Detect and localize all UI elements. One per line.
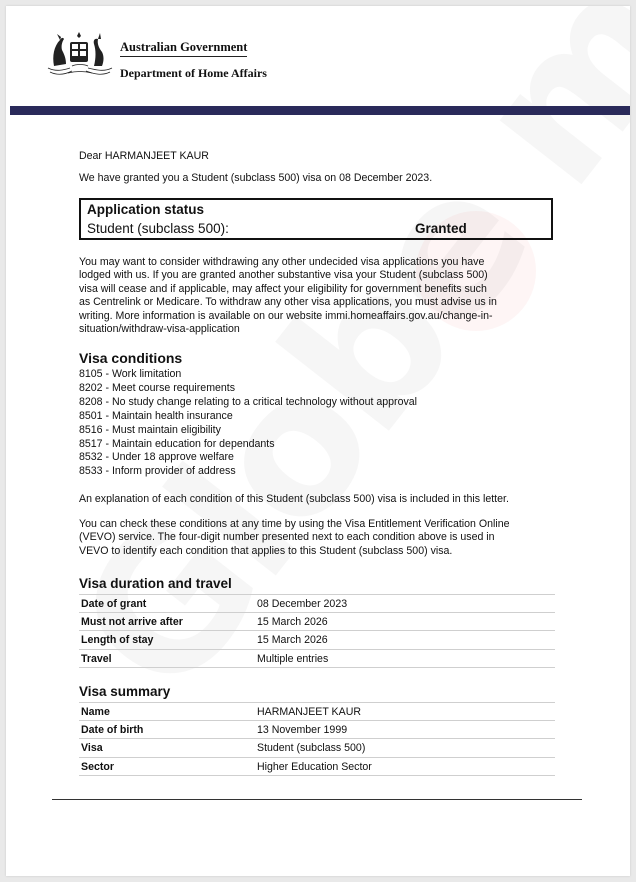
duration-table [79, 594, 555, 668]
header-banner [10, 106, 630, 115]
explanation-text: An explanation of each condition of this Student (subclass 500) visa is included in this letter. [79, 493, 509, 505]
paragraph-line: VEVO to identify each condition that applies to this Student (subclass 500) visa. [79, 544, 453, 557]
conditions-list [79, 368, 417, 479]
conditions-heading: Visa conditions [79, 350, 183, 366]
row-label: Date of birth [81, 724, 144, 737]
application-status-box [79, 198, 553, 240]
government-name: Australian Government [120, 40, 248, 54]
status-value: Granted [415, 221, 467, 236]
table-row [79, 595, 555, 613]
row-value: HARMANJEET KAUR [257, 706, 361, 718]
footer-rule [52, 799, 582, 800]
row-value: Higher Education Sector [257, 760, 372, 773]
paragraph-line: situation/withdraw-visa-application [79, 323, 240, 336]
paragraph-line: (VEVO) service. The four-digit number presented next to each condition above is used in [79, 531, 495, 544]
table-row [79, 703, 555, 721]
row-value: 15 March 2026 [257, 616, 328, 629]
coat-of-arms-icon [44, 28, 116, 78]
condition-item: 8501 - Maintain health insurance [79, 409, 233, 422]
row-label: Date of grant [81, 598, 147, 610]
table-row [79, 650, 555, 668]
table-row [79, 739, 555, 757]
row-label: Name [81, 706, 110, 718]
condition-item: 8105 - Work limitation [79, 368, 182, 380]
row-value: Student (subclass 500) [257, 742, 366, 755]
withdraw-paragraph [79, 256, 559, 336]
row-label: Travel [81, 652, 112, 665]
paragraph-line: lodged with us. If you are granted another substantive visa your Student (subclass 500) [79, 269, 488, 282]
row-value: 15 March 2026 [257, 634, 328, 647]
row-label: Visa [81, 742, 103, 755]
row-label: Sector [81, 760, 114, 773]
condition-item: 8532 - Under 18 approve welfare [79, 451, 234, 464]
paragraph-line: writing. More information is available on our website immi.homeaffairs.gov.au/change-in- [79, 309, 493, 322]
paragraph-line: as Centrelink or Medicare. To withdraw any other visa applications, you must advise us in [79, 296, 497, 309]
summary-table [79, 702, 555, 776]
row-value: 08 December 2023 [257, 598, 348, 610]
greeting: Dear HARMANJEET KAUR [79, 150, 209, 162]
table-row [79, 721, 555, 739]
department-name: Department of Home Affairs [120, 66, 267, 80]
status-heading: Application status [87, 202, 205, 217]
status-visa-label: Student (subclass 500): [87, 221, 229, 236]
row-label: Length of stay [81, 634, 154, 647]
row-value: 13 November 1999 [257, 724, 348, 737]
condition-item: 8202 - Meet course requirements [79, 381, 236, 394]
paragraph-line: You may want to consider withdrawing any other undecided visa applications you have [79, 256, 485, 268]
vevo-paragraph [79, 518, 559, 558]
letterhead-rule [120, 56, 247, 57]
condition-item: 8516 - Must maintain eligibility [79, 423, 221, 436]
row-value: Multiple entries [257, 652, 329, 665]
grant-intro: We have granted you a Student (subclass 500) visa on 08 December 2023. [79, 172, 433, 184]
condition-item: 8517 - Maintain education for dependants [79, 437, 275, 450]
condition-item: 8533 - Inform provider of address [79, 465, 236, 478]
table-row [79, 758, 555, 776]
summary-heading: Visa summary [79, 684, 171, 699]
duration-heading: Visa duration and travel [79, 576, 232, 591]
paragraph-line: You can check these conditions at any time by using the Visa Entitlement Verification Online [79, 518, 510, 530]
letterhead [6, 6, 630, 106]
paragraph-line: visa will cease and if applicable, may affect your eligibility for government benefits such [79, 282, 487, 295]
letter-page [6, 6, 630, 876]
condition-item: 8208 - No study change relating to a critical technology without approval [79, 395, 418, 408]
table-row [79, 613, 555, 631]
table-row [79, 631, 555, 649]
row-label: Must not arrive after [81, 616, 183, 629]
